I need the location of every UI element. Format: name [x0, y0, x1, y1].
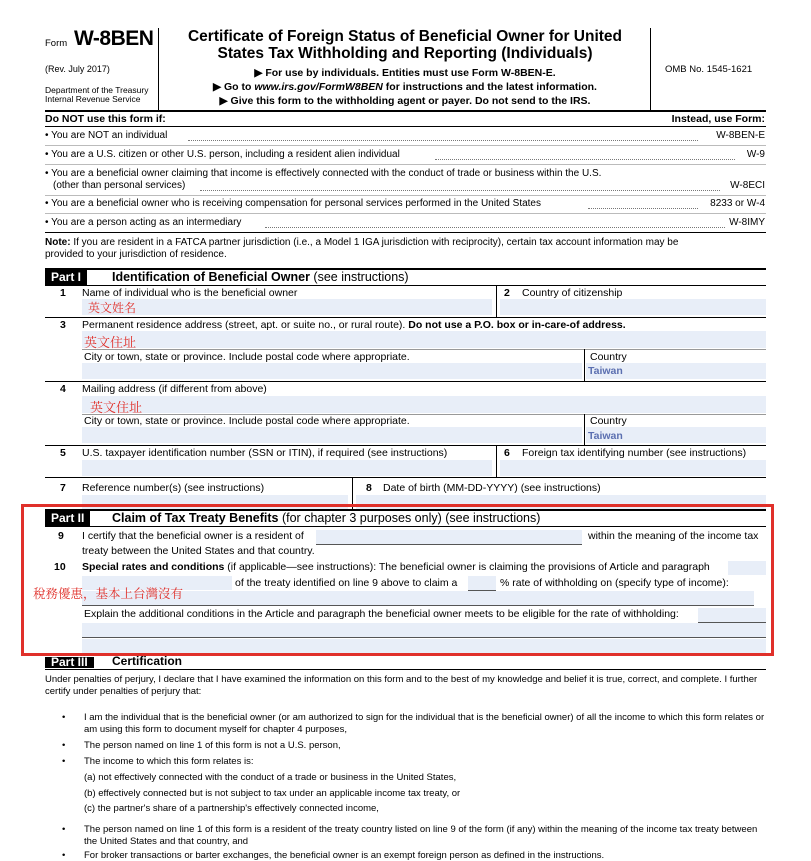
city-field[interactable] [82, 363, 582, 379]
line10-text-b: of the treaty identified on line 9 above to claim a [235, 577, 458, 589]
cert-bullet-3: The income to which this form relates is: [84, 756, 254, 767]
line1-num: 1 [60, 287, 66, 299]
donot-row-3: • You are a beneficial owner claiming that income is effectively connected with the conduct of trade or business within the U.S. [45, 168, 602, 179]
mailing-address-value: 英文住址 [90, 401, 143, 416]
form-word: Form [45, 38, 68, 49]
donot-row-4: • You are a beneficial owner who is receiving compensation for personal services performed in the United States [45, 198, 541, 209]
line9-text-a: I certify that the beneficial owner is a resident of [82, 530, 304, 542]
line10-text-d: Explain the additional conditions in the Article and paragraph the beneficial owner meets to be eligible for the rate of withholding: [84, 608, 679, 620]
form-number: W-8BEN [74, 27, 154, 50]
part1-label: Part I [45, 270, 87, 285]
cert-bullet-3b: (b) effectively connected but is not subject to tax under an applicable income tax treaty, or [84, 788, 461, 799]
city2-field[interactable] [82, 427, 582, 443]
donot-row-3b: (other than personal services) [53, 180, 186, 191]
highlight-box [21, 504, 774, 656]
foreign-tin-field[interactable] [500, 460, 766, 476]
line8-num: 8 [366, 482, 372, 494]
line6-num: 6 [504, 447, 510, 459]
city2-label: City or town, state or province. Include postal code where appropriate. [84, 415, 410, 427]
part2-title: Claim of Tax Treaty Benefits (for chapter 3 purposes only) (see instructions) [112, 511, 541, 525]
treaty-annotation: 稅務優惠，基本上台灣沒有 [33, 586, 184, 601]
instead-heading: Instead, use Form: [671, 113, 765, 125]
line10-num: 10 [54, 561, 66, 573]
donot-row-5: • You are a person acting as an intermediary [45, 217, 242, 228]
donot-form-5: W-8IMY [729, 217, 765, 228]
line3-num: 3 [60, 319, 66, 331]
city-label: City or town, state or province. Include postal code where appropriate. [84, 351, 410, 363]
donot-form-3: W-8ECI [730, 180, 765, 191]
donot-heading: Do NOT use this form if: [45, 113, 166, 125]
omb-number: OMB No. 1545-1621 [665, 64, 753, 75]
bullet-icon: • [62, 824, 66, 835]
form-title: Certificate of Foreign Status of Beneficial Owner for United States Tax Withholding and Reporting (Individuals) [187, 28, 623, 62]
line3-label: Permanent residence address (street, apt. or suite no., or rural route). Do not use a P.O. box or in-care-of address. [82, 319, 626, 331]
revision: (Rev. July 2017) [45, 64, 110, 74]
irs-url-link[interactable]: www.irs.gov/FormW8BEN [254, 81, 383, 93]
part3-label: Part III [45, 657, 94, 668]
residence-address-value: 英文住址 [84, 336, 137, 351]
perjury-intro: Under penalties of perjury, I declare that I have examined the information on this form and to the best of my knowledge and belief it is true, correct, and complete. I further certify under penalties of perjury that: [45, 674, 758, 697]
line10-text-a: Special rates and conditions (if applicable—see instructions): The beneficial owner is claiming the provisions of Article and paragraph [82, 561, 710, 573]
donot-row-1: • You are NOT an individual [45, 130, 168, 141]
name-value: 英文姓名 [88, 301, 137, 315]
line2-num: 2 [504, 287, 510, 299]
donot-form-1: W-8BEN-E [716, 130, 765, 141]
form-instructions: ▶ For use by individuals. Entities must use Form W-8BEN-E. ▶ Go to www.irs.gov/FormW8BEN for instructions and the latest information. ▶ Give this form to the withholding agent or payer. Do not send to the IRS. [213, 67, 597, 107]
country-label: Country [590, 351, 627, 363]
citizenship-field[interactable] [500, 299, 766, 315]
line6-label: Foreign tax identifying number (see instructions) [522, 447, 747, 459]
line10-text-c: % rate of withholding on (specify type of income): [500, 577, 729, 589]
bullet-icon: • [62, 756, 66, 767]
cert-bullet-4: The person named on line 1 of this form is a resident of the treaty country listed on line 9 of the form (if any) within the meaning of the income tax treaty between the United States and that country, and [84, 824, 758, 847]
cert-bullet-3a: (a) not effectively connected with the conduct of a trade or business in the United States, [84, 772, 457, 783]
bullet-icon: • [62, 850, 66, 861]
line9-num: 9 [58, 530, 64, 542]
donot-form-4: 8233 or W-4 [710, 198, 765, 209]
country2-label: Country [590, 415, 627, 427]
line4-label: Mailing address (if different from above) [82, 383, 267, 395]
country2-value: Taiwan [588, 430, 623, 442]
line1-label: Name of individual who is the beneficial owner [82, 287, 298, 299]
bullet-icon: • [62, 712, 66, 723]
us-tin-field[interactable] [82, 460, 492, 476]
line9-text-c: treaty between the United States and that country. [82, 545, 315, 557]
line8-label: Date of birth (MM-DD-YYYY) (see instructions) [383, 482, 601, 494]
line9-text-b: within the meaning of the income tax [588, 530, 759, 542]
part1-title: Identification of Beneficial Owner (see instructions) [112, 270, 409, 284]
name-field[interactable] [82, 299, 492, 315]
cert-bullet-5: For broker transactions or barter exchanges, the beneficial owner is an exempt foreign person as defined in the instructions. [84, 850, 605, 861]
fatca-note: Note: If you are resident in a FATCA partner jurisdiction (i.e., a Model 1 IGA jurisdiction with reciprocity), certain tax account information may be provided to your jurisdiction of residence. [45, 237, 679, 260]
residence-address-field[interactable] [82, 331, 766, 348]
cert-bullet-1: I am the individual that is the beneficial owner (or am authorized to sign for the individual that is the beneficial owner) of all the income to which this form relates or am using this form to document myself for chapter 4 purposes, [84, 712, 765, 735]
part3-title: Certification [112, 655, 183, 667]
line5-num: 5 [60, 447, 66, 459]
mailing-address-field[interactable] [82, 396, 766, 413]
line7-label: Reference number(s) (see instructions) [82, 482, 265, 494]
line2-label: Country of citizenship [522, 287, 623, 299]
line5-label: U.S. taxpayer identification number (SSN or ITIN), if required (see instructions) [82, 447, 448, 459]
line4-num: 4 [60, 383, 66, 395]
donot-form-2: W-9 [746, 149, 765, 160]
donot-row-2: • You are a U.S. citizen or other U.S. person, including a resident alien individual [45, 149, 400, 160]
bullet-icon: • [62, 740, 66, 751]
part2-label: Part II [45, 511, 90, 526]
cert-bullet-2: The person named on line 1 of this form is not a U.S. person, [84, 740, 341, 751]
department: Department of the Treasury Internal Revenue Service [45, 85, 149, 104]
country-value: Taiwan [588, 365, 623, 377]
line7-num: 7 [60, 482, 66, 494]
cert-bullet-3c: (c) the partner's share of a partnership's effectively connected income, [84, 803, 379, 814]
